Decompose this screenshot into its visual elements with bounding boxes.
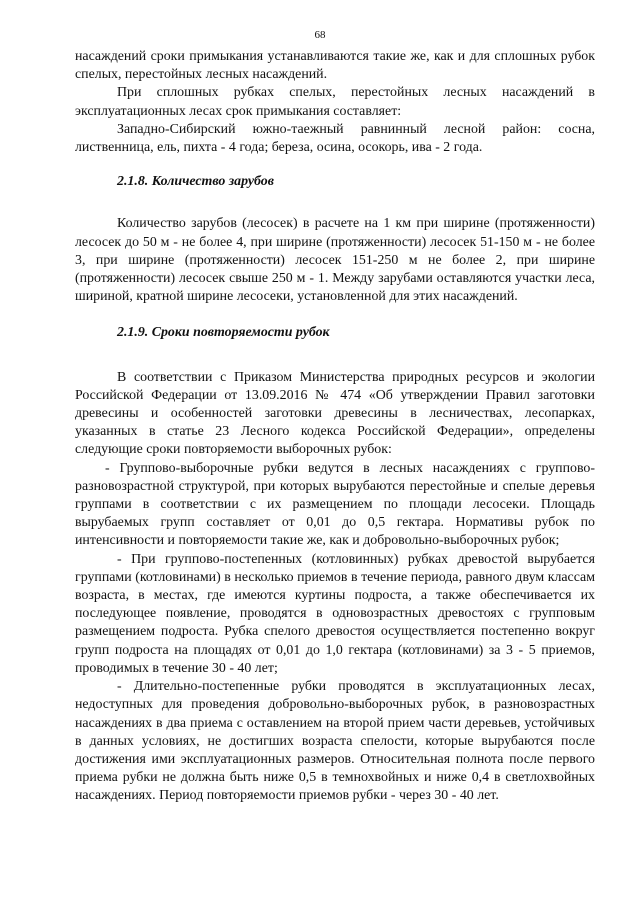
paragraph-adjacency-term: При сплошных рубках спелых, перестойных лесных насаждений в эксплуатационных лесах срок примыкания составляет: [75,85,595,119]
page-number: 68 [314,29,326,41]
list-item-group-gradual: - При группово-постепенных (котловинных) рубках древостой вырубается группами (котловинами) в несколько приемов в течение периода, равного двум классам возраста, в местах, где имеются куртины подроста, а также обеспечивается их последующее появление, проводятся в одновозрастных древостоях с групповым размещением подроста. Рубка спелого древостоя осуществляется постепенно вокруг групп подроста на площадях от 0,01 до 1,0 гектара (котловинами) за 3 - 5 приемов, проводимых в течение 30 - 40 лет; [75,551,595,676]
page-content [75,48,595,806]
list-item-group-selective: - Группово-выборочные рубки ведутся в лесных насаждениях с группово-разновозрастной структурой, при которых вырубаются перестойные и спелые деревья группами в соответствии с их размещением по площади лесосеки. Площадь вырубаемых групп составляет от 0,01 до 0,5 гектара. Нормативы рубок по интенсивности и повторяемости такие же, как и добровольно-выборочных рубок; [75,460,595,549]
list-item-long-gradual: - Длительно-постепенные рубки проводятся в эксплуатационных лесах, недоступных для проведения добровольно-выборочных рубок, в разновозрастных насаждениях в два приема с оставлением на второй прием части деревьев, устойчивых в данных условиях, не достигших возраста спелости, которые вырубаются после достижения ими эксплуатационных размеров. Относительная полнота после первого приема рубки не должна быть ниже 0,5 в темнохвойных и ниже 0,4 в светлохвойных насаждениях. Период повторяемости приемов рубки - через 30 - 40 лет. [75,679,595,804]
paragraph-order-reference: В соответствии с Приказом Министерства природных ресурсов и экологии Российской Федерации от 13.09.2016 № 474 «Об утверждении Правил заготовки древесины и особенностей заготовки древесины в лесничествах, лесопарках, указанных в статье 23 Лесного кодекса Российской Федерации», определены следующие сроки повторяемости выборочных рубок: [75,369,595,458]
paragraph-cuttings-count: Количество зарубов (лесосек) в расчете на 1 км при ширине (протяженности) лесосек до 50 м - не более 4, при ширине (протяженности) лесосек 51-150 м - не более 3, при ширине (протяженности) лесосек 151-250 м не более 2, при ширине (протяженности) лесосек свыше 250 м - 1. Между зарубами оставляются участки леса, шириной, кратной ширине лесосеки, установленной для этих насаждений. [75,216,595,305]
paragraph-continuation: насаждений сроки примыкания устанавливаются такие же, как и для сплошных рубок спелых, перестойных лесных насаждений. [75,49,595,83]
section-heading-2-1-8: 2.1.8. Количество зарубов [117,174,274,190]
paragraph-forest-region: Западно-Сибирский южно-таежный равнинный лесной район: сосна, лиственница, ель, пихта - 4 года; береза, осина, осокорь, ива - 2 года. [75,121,595,156]
section-heading-2-1-9: 2.1.9. Сроки повторяемости рубок [117,325,330,341]
